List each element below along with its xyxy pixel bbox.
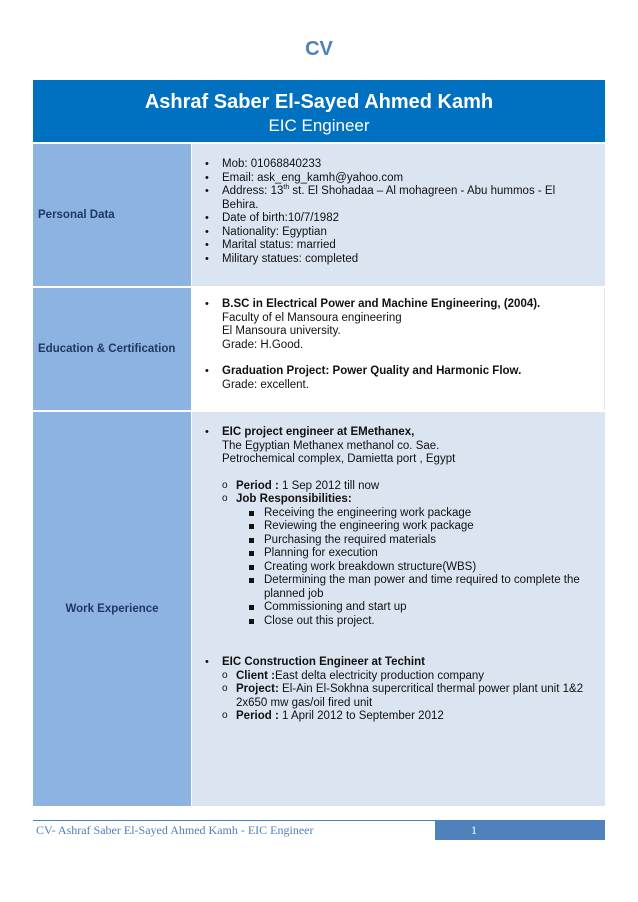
page-number: 1: [435, 820, 605, 840]
list-item: • Marital status: married: [192, 239, 605, 253]
degree-title: B.SC in Electrical Power and Machine Engineering, (2004).: [222, 298, 541, 310]
list-item: Determining the man power and time required to complete the: [192, 574, 605, 588]
footer-text: CV- Ashraf Saber El-Sayed Ahmed Kamh - EIC Engineer: [33, 820, 435, 838]
client-value: East delta electricity production company: [274, 669, 485, 682]
page-footer: [33, 820, 605, 840]
list-item: • Military statues: completed: [192, 253, 605, 267]
list-item-continuation: 2x650 mw gas/oil fired unit: [236, 696, 373, 709]
section-label-cell: [33, 144, 191, 286]
project-value: El-Ain El-Sokhna supercritical thermal power plant unit 1&2: [278, 683, 584, 695]
list-item-continuation: Grade: H.Good.: [222, 338, 304, 351]
responsibilities-label: Job Responsibilities:: [236, 493, 352, 505]
period-label: Period :: [236, 710, 279, 722]
education-content: [192, 288, 605, 410]
list-item: Purchasing the required materials: [192, 534, 605, 548]
list-item-continuation: Grade: excellent.: [222, 378, 309, 391]
list-item: [192, 656, 605, 670]
graduation-project: Graduation Project: Power Quality and Harmonic Flow.: [222, 365, 522, 377]
list-item: • Date of birth:10/7/1982: [192, 212, 605, 226]
list-item: [192, 365, 604, 379]
list-item-continuation: El Mansoura university.: [222, 325, 341, 337]
job-title: EIC project engineer at EMethanex,: [222, 426, 415, 438]
work-experience-section: [33, 412, 605, 806]
address-text: Address: 13: [222, 185, 284, 197]
list-item: Planning for execution: [192, 547, 605, 561]
list-item: [192, 710, 605, 724]
list-item-continuation: planned job: [264, 587, 324, 600]
address-text: st. El Shohadaa – Al mohagreen - Abu hummos - El: [289, 185, 556, 197]
list-item: [192, 426, 605, 440]
education-label: Education & Certification: [38, 343, 176, 355]
job-title: EIC Construction Engineer at Techint: [222, 656, 425, 668]
work-experience-content: [192, 412, 605, 806]
period-value: 1 Sep 2012 till now: [278, 479, 380, 492]
list-item: Commissioning and start up: [192, 601, 605, 615]
list-item: Close out this project.: [192, 615, 605, 629]
list-item-continuation: Faculty of el Mansoura engineering: [222, 311, 402, 324]
list-item: [192, 298, 604, 312]
education-section: [33, 288, 605, 410]
list-item-continuation: Petrochemical complex, Damietta port , Egypt: [222, 453, 456, 465]
client-label: Client :: [236, 669, 275, 682]
address-sup: th: [283, 184, 290, 192]
work-experience-label: Work Experience: [65, 603, 159, 615]
list-item-continuation: The Egyptian Methanex methanol co. Sae.: [222, 439, 440, 452]
list-item: Creating work breakdown structure(WBS): [192, 561, 605, 575]
list-item: [192, 480, 605, 494]
list-item: • Nationality: Egyptian: [192, 226, 605, 240]
period-value: 1 April 2012 to September 2012: [278, 710, 444, 722]
list-item: • Email: ask_eng_kamh@yahoo.com: [192, 172, 605, 186]
period-label: Period :: [236, 479, 279, 492]
list-item: [192, 185, 605, 199]
list-item-continuation: Behira.: [222, 198, 259, 211]
candidate-name: Ashraf Saber El-Sayed Ahmed Kamh: [144, 91, 494, 113]
candidate-role: EIC Engineer: [268, 116, 370, 135]
personal-data-label: Personal Data: [38, 209, 115, 221]
list-item: [192, 683, 605, 697]
list-item: Reviewing the engineering work package: [192, 520, 605, 534]
list-item: [192, 493, 605, 507]
name-header: [33, 80, 605, 142]
personal-data-section: [33, 144, 605, 286]
section-label-cell: [33, 288, 191, 410]
list-item: Receiving the engineering work package: [192, 507, 605, 521]
section-label-cell: [33, 412, 191, 806]
personal-data-content: [192, 144, 605, 286]
document-title: CV: [305, 38, 333, 60]
list-item: [192, 670, 605, 684]
project-label: Project:: [236, 683, 279, 695]
list-item: • Mob: 01068840233: [192, 158, 605, 172]
